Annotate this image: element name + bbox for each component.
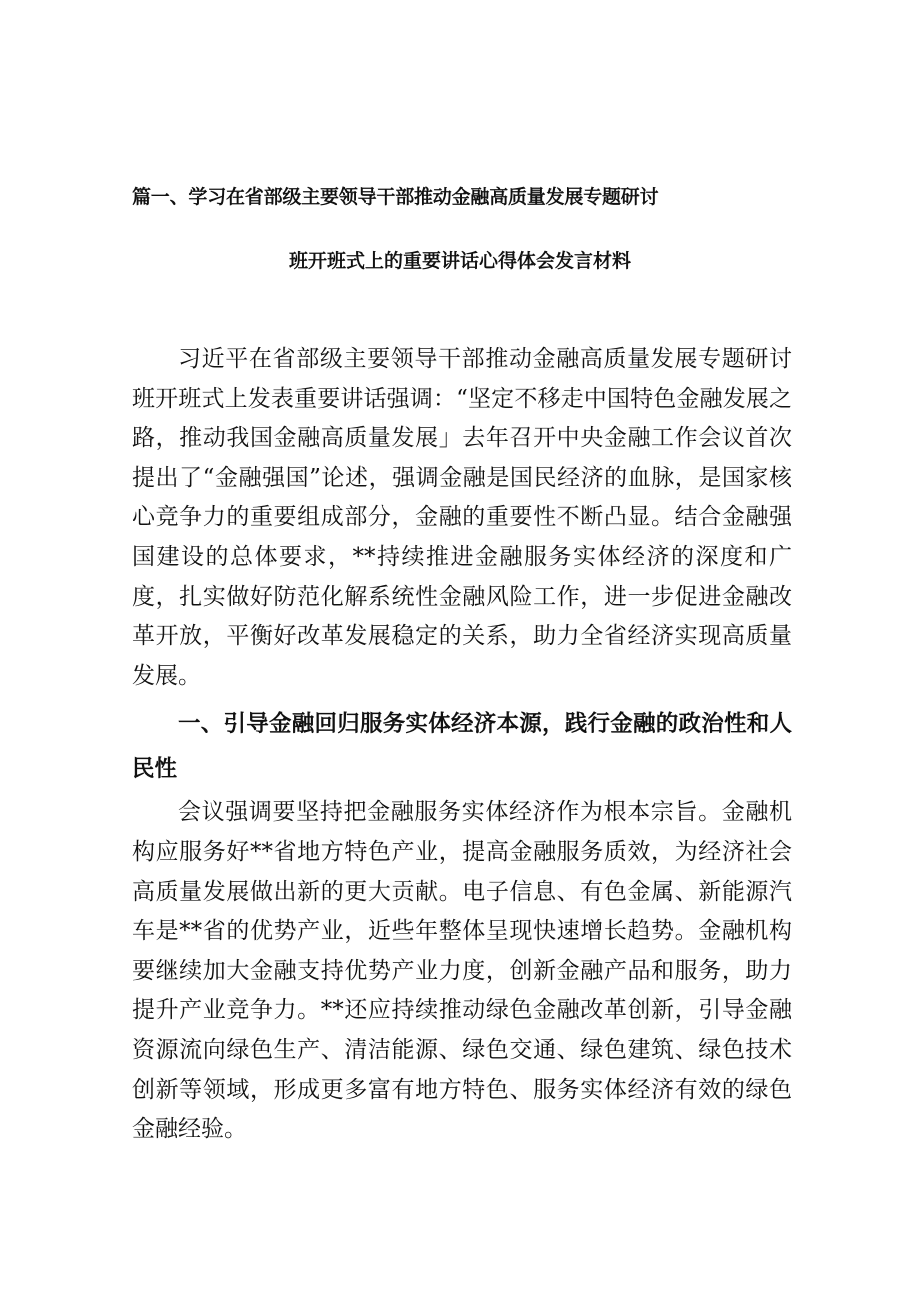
section-heading: 一、引导金融回归服务实体经济本源，践行金融的政治性和人民性 [132, 711, 792, 783]
document-title-line-2: 班开班式上的重要讲话心得体会发言材料 [288, 250, 631, 272]
document-title-line-1: 篇一、学习在省部级主要领导干部推动金融高质量发展专题研讨 [132, 186, 659, 208]
document-body [132, 340, 792, 1150]
intro-paragraph: 习近平在省部级主要领导干部推动金融高质量发展专题研讨班开班式上发表重要讲话强调：“坚定不移走中国特色金融发展之路，推动我国金融高质量发展」去年召开中央金融工作会议首次提出了“金融强国”论述，强调金融是国民经济的血脉，是国家核心竞争力的重要组成部分，金融的重要性不断凸显。结合金融强国建设的总体要求，**持续推进金融服务实体经济的深度和广度，扎实做好防范化解系统性金融风险工作，进一步促进金融改革开放，平衡好改革发展稳定的关系，助力全省经济实现高质量发展。 [132, 346, 792, 689]
section-paragraph: 会议强调要坚持把金融服务实体经济作为根本宗旨。金融机构应服务好**省地方特色产业，提高金融服务质效，为经济社会高质量发展做出新的更大贡献。电子信息、有色金属、新能源汽车是**省的优势产业，近些年整体呈现快速增长趋势。金融机构要继续加大金融支持优势产业力度，创新金融产品和服务，助力提升产业竞争力。**还应持续推动绿色金融改革创新，引导金融资源流向绿色生产、清洁能源、绿色交通、绿色建筑、绿色技术创新等领域，形成更多富有地方特色、服务实体经济有效的绿色金融经验。 [132, 799, 792, 1143]
